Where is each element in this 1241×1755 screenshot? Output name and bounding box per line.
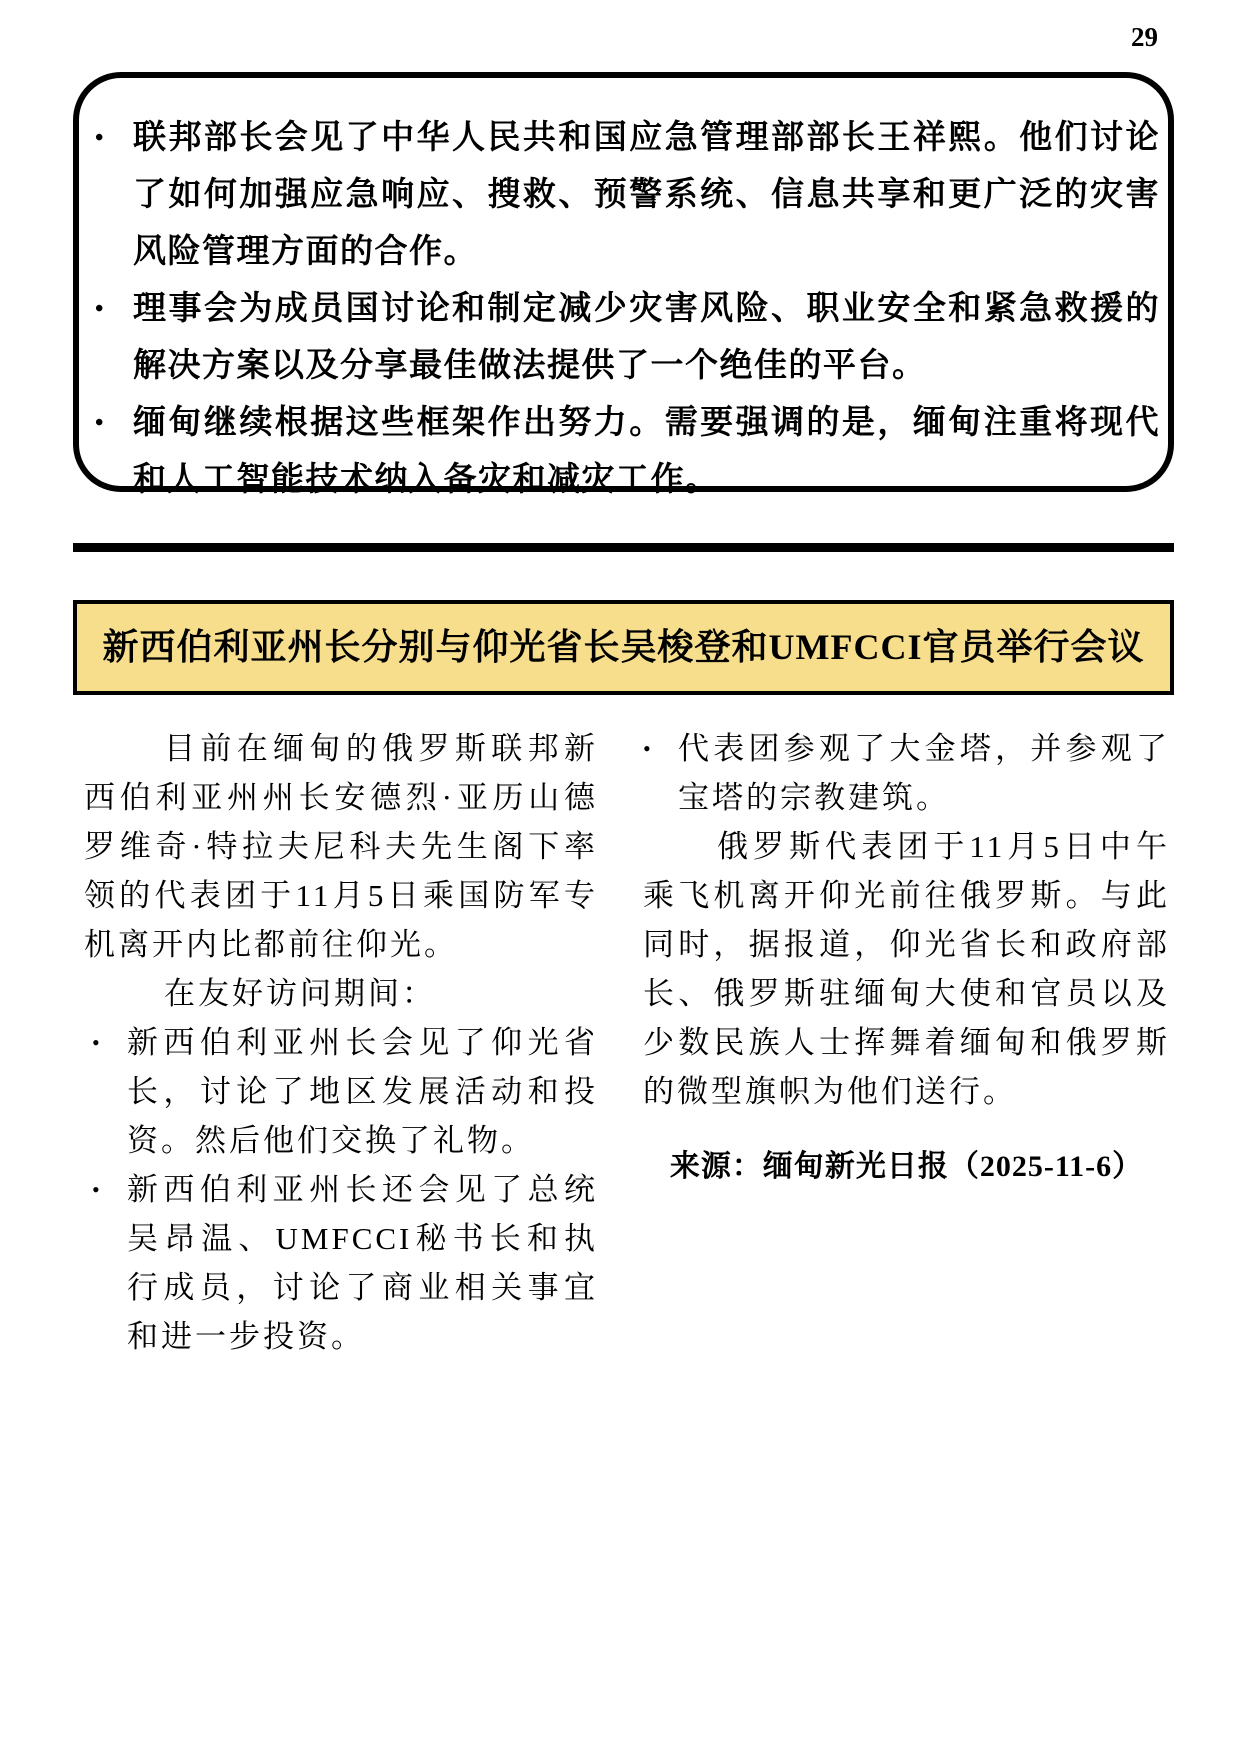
right-bullet-item: • 代表团参观了大金塔，并参观了宝塔的宗教建筑。 [643,724,1170,822]
section-divider-rule [73,543,1174,552]
right-paragraph: 俄罗斯代表团于11月5日中午乘飞机离开仰光前往俄罗斯。与此同时，据报道，仰光省长和政府部长、俄罗斯驻缅甸大使和官员以及少数民族人士挥舞着缅甸和俄罗斯的微型旗帜为他们送行。 [643,829,1170,1109]
summary-bullet-item: • 理事会为成员国讨论和制定减少灾害风险、职业安全和紧急救援的解决方案以及分享最佳做法提供了一个绝佳的平台。 [87,281,1160,395]
summary-bullet-list [87,110,1160,509]
left-bullet-item: • 新西伯利亚州长还会见了总统吴昂温、UMFCCI秘书长和执行成员，讨论了商业相关事宜和进一步投资。 [84,1165,598,1361]
article-left-column [84,724,598,1361]
left-paragraph: 在友好访问期间： [164,976,436,1011]
left-paragraph: 目前在缅甸的俄罗斯联邦新西伯利亚州州长安德烈·亚历山德罗维奇·特拉夫尼科夫先生阁下率领的代表团于11月5日乘国防军专机离开内比都前往仰光。 [84,731,598,962]
summary-bullet-item: • 缅甸继续根据这些框架作出努力。需要强调的是，缅甸注重将现代和人工智能技术纳入备灾和减灾工作。 [87,395,1160,509]
left-bullet-list [84,1018,598,1361]
article-right-column [643,724,1170,1191]
summary-bullet-item: • 联邦部长会见了中华人民共和国应急管理部部长王祥熙。他们讨论了如何加强应急响应、搜救、预警系统、信息共享和更广泛的灾害风险管理方面的合作。 [87,110,1160,281]
right-bullet-list [643,724,1170,822]
article-headline-text: 新西伯利亚州长分别与仰光省长吴梭登和UMFCCI官员举行会议 [102,627,1145,667]
page-number: 29 [1131,22,1158,52]
left-bullet-item: • 新西伯利亚州长会见了仰光省长，讨论了地区发展活动和投资。然后他们交换了礼物。 [84,1018,598,1165]
article-headline-bar [73,600,1174,695]
summary-callout-box [73,72,1174,498]
source-attribution: 来源：缅甸新光日报（2025-11-6） [669,1150,1144,1183]
